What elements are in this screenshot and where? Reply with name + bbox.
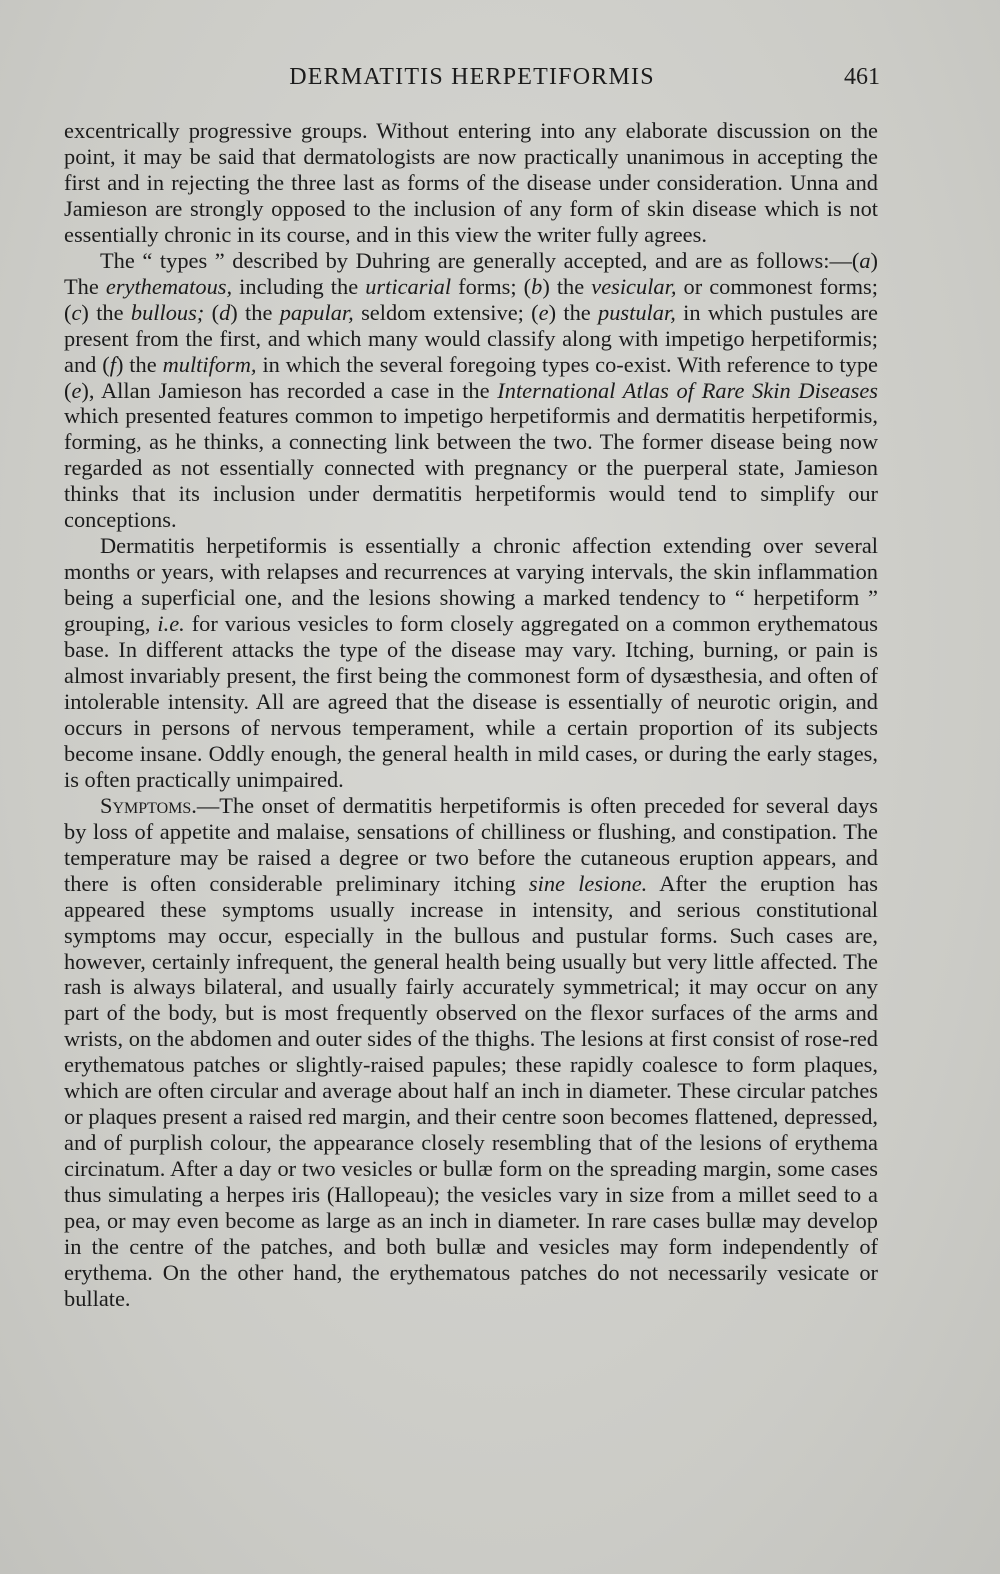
text-run: seldom extensive; (: [353, 299, 539, 325]
text-run: After the eruption has appeared these symptoms usually increase in intensity, and serious constitutional symptoms may occur, especially in the bullous and pustular forms. Such cases are, however, certainly infrequent, the general health being usually but very little affected. The rash is always bilateral, and usually fairly accurately symmetrical; it may occur on any part of the body, but is most frequently observed on the flexor surfaces of the arms and wrists, on the abdomen and outer sides of the thighs. The lesions at first consist of rose-red erythematous patches or slightly-raised papules; these rapidly coalesce to form plaques, which are often circular and average about half an inch in diameter. These circular patches or plaques present a raised red margin, and their centre soon becomes flattened, depressed, and of purplish colour, the appearance closely resembling that of the lesions of erythema circinatum. After a day or two vesicles or bullæ form on the spreading margin, some cases thus simulating a herpes iris (Hallopeau); the vesicles vary in size from a millet seed to a pea, or may even become as large as an inch in diameter. In rare cases bullæ may develop in the centre of the patches, and both bullæ and vesicles may form independently of erythema. On the other hand, the erythematous patches do not necessarily vesicate or bullate.: [64, 870, 879, 1311]
letter-d: d: [219, 299, 231, 325]
text-run: for various vesicles to form closely aggregated on a common erythematous base. In different attacks the type of the disease may vary. Itching, burning, or pain is almost invariably present, the first being the commonest form of dysæsthesia, and often of intolerable intensity. All are agreed that the disease is essentially of neurotic origin, and occurs in persons of nervous temperament, while a certain proportion of its subjects become insane. Oddly enough, the general health in mild cases, or during the early stages, is often practically unimpaired.: [64, 611, 879, 792]
page-header: [64, 64, 880, 100]
text-run: forms; (: [451, 273, 532, 299]
term-multiform: multiform,: [162, 351, 257, 377]
page-number: 461: [844, 64, 880, 90]
body-text: [64, 118, 878, 1312]
term-urticarial: urticarial: [365, 273, 452, 299]
book-title-atlas: International Atlas of Rare Skin Diseases: [497, 377, 878, 403]
text-run: ) the: [115, 351, 163, 377]
text-run: ) the: [542, 273, 592, 299]
letter-b: b: [531, 273, 543, 299]
text-run: ) the: [230, 299, 280, 325]
letter-a: a: [859, 247, 871, 273]
running-title: DERMATITIS HERPETIFORMIS: [289, 64, 655, 90]
text-run: in which pustules are present from the first, and which many would classify along with impetigo herpetiformis; and (: [64, 299, 878, 377]
text-run: (: [204, 299, 220, 325]
text-run: —The onset of dermatitis herpetiformis is often preceded for several days by loss of appetite and malaise, sensations of chilliness or flushing, and constipation. The temperature may be raised a degree or two before the cutaneous eruption appears, and there is often considerable preliminary itching: [64, 792, 878, 896]
term-bullous: bullous;: [130, 299, 205, 325]
phrase-sine-lesione: sine lesione.: [528, 870, 648, 896]
text-run: or commonest forms; (: [64, 273, 878, 325]
text-run: including the: [232, 273, 366, 299]
letter-f: f: [109, 351, 116, 377]
text-run: in which the several foregoing types co-exist. With reference to type (: [64, 351, 878, 403]
paragraph-definition: [64, 533, 878, 793]
text-run: The “ types ” described by Duhring are generally accepted, and are as follows:—(: [100, 247, 860, 273]
term-erythematous: erythematous,: [105, 273, 233, 299]
text-run: which presented features common to impetigo herpetiformis and dermatitis herpetiformis, forming, as he thinks, a connecting link between the two. The former disease being now regarded as not essentially connected with pregnancy or the puerperal state, Jamieson thinks that its inclusion under dermatitis herpetiformis would tend to simplify our conceptions.: [64, 403, 878, 533]
text-run: Dermatitis herpetiformis is essentially a chronic affection extending over several months or years, with relapses and recurrences at varying intervals, the skin inflammation being a superficial one, and the lesions showing a marked tendency to “ herpetiform ” grouping,: [64, 533, 878, 637]
paragraph-types: [64, 248, 878, 533]
text-run: ), Allan Jamieson has recorded a case in the: [81, 377, 498, 403]
text-run: ) the: [81, 299, 131, 325]
letter-e: e: [538, 299, 549, 325]
section-heading-symptoms: Symptoms.: [100, 792, 197, 818]
paragraph-continuation: excentrically progressive groups. Without entering into any elaborate discussion on the point, it may be said that dermatologists are now practically unanimous in accepting the first and in rejecting the three last as forms of the disease under consideration. Unna and Jamieson are strongly opposed to the inclusion of any form of skin disease which is not essentially chronic in its course, and in this view the writer fully agrees.: [64, 118, 878, 247]
paragraph-symptoms: [64, 793, 878, 1312]
term-pustular: pustular,: [598, 299, 676, 325]
text-run: ) The: [64, 247, 878, 299]
letter-e-ref: e: [71, 377, 82, 403]
text-run: ) the: [548, 299, 599, 325]
term-papular: papular,: [279, 299, 354, 325]
abbrev-ie: i.e.: [157, 611, 185, 637]
term-vesicular: vesicular,: [591, 273, 677, 299]
letter-c: c: [71, 299, 82, 325]
